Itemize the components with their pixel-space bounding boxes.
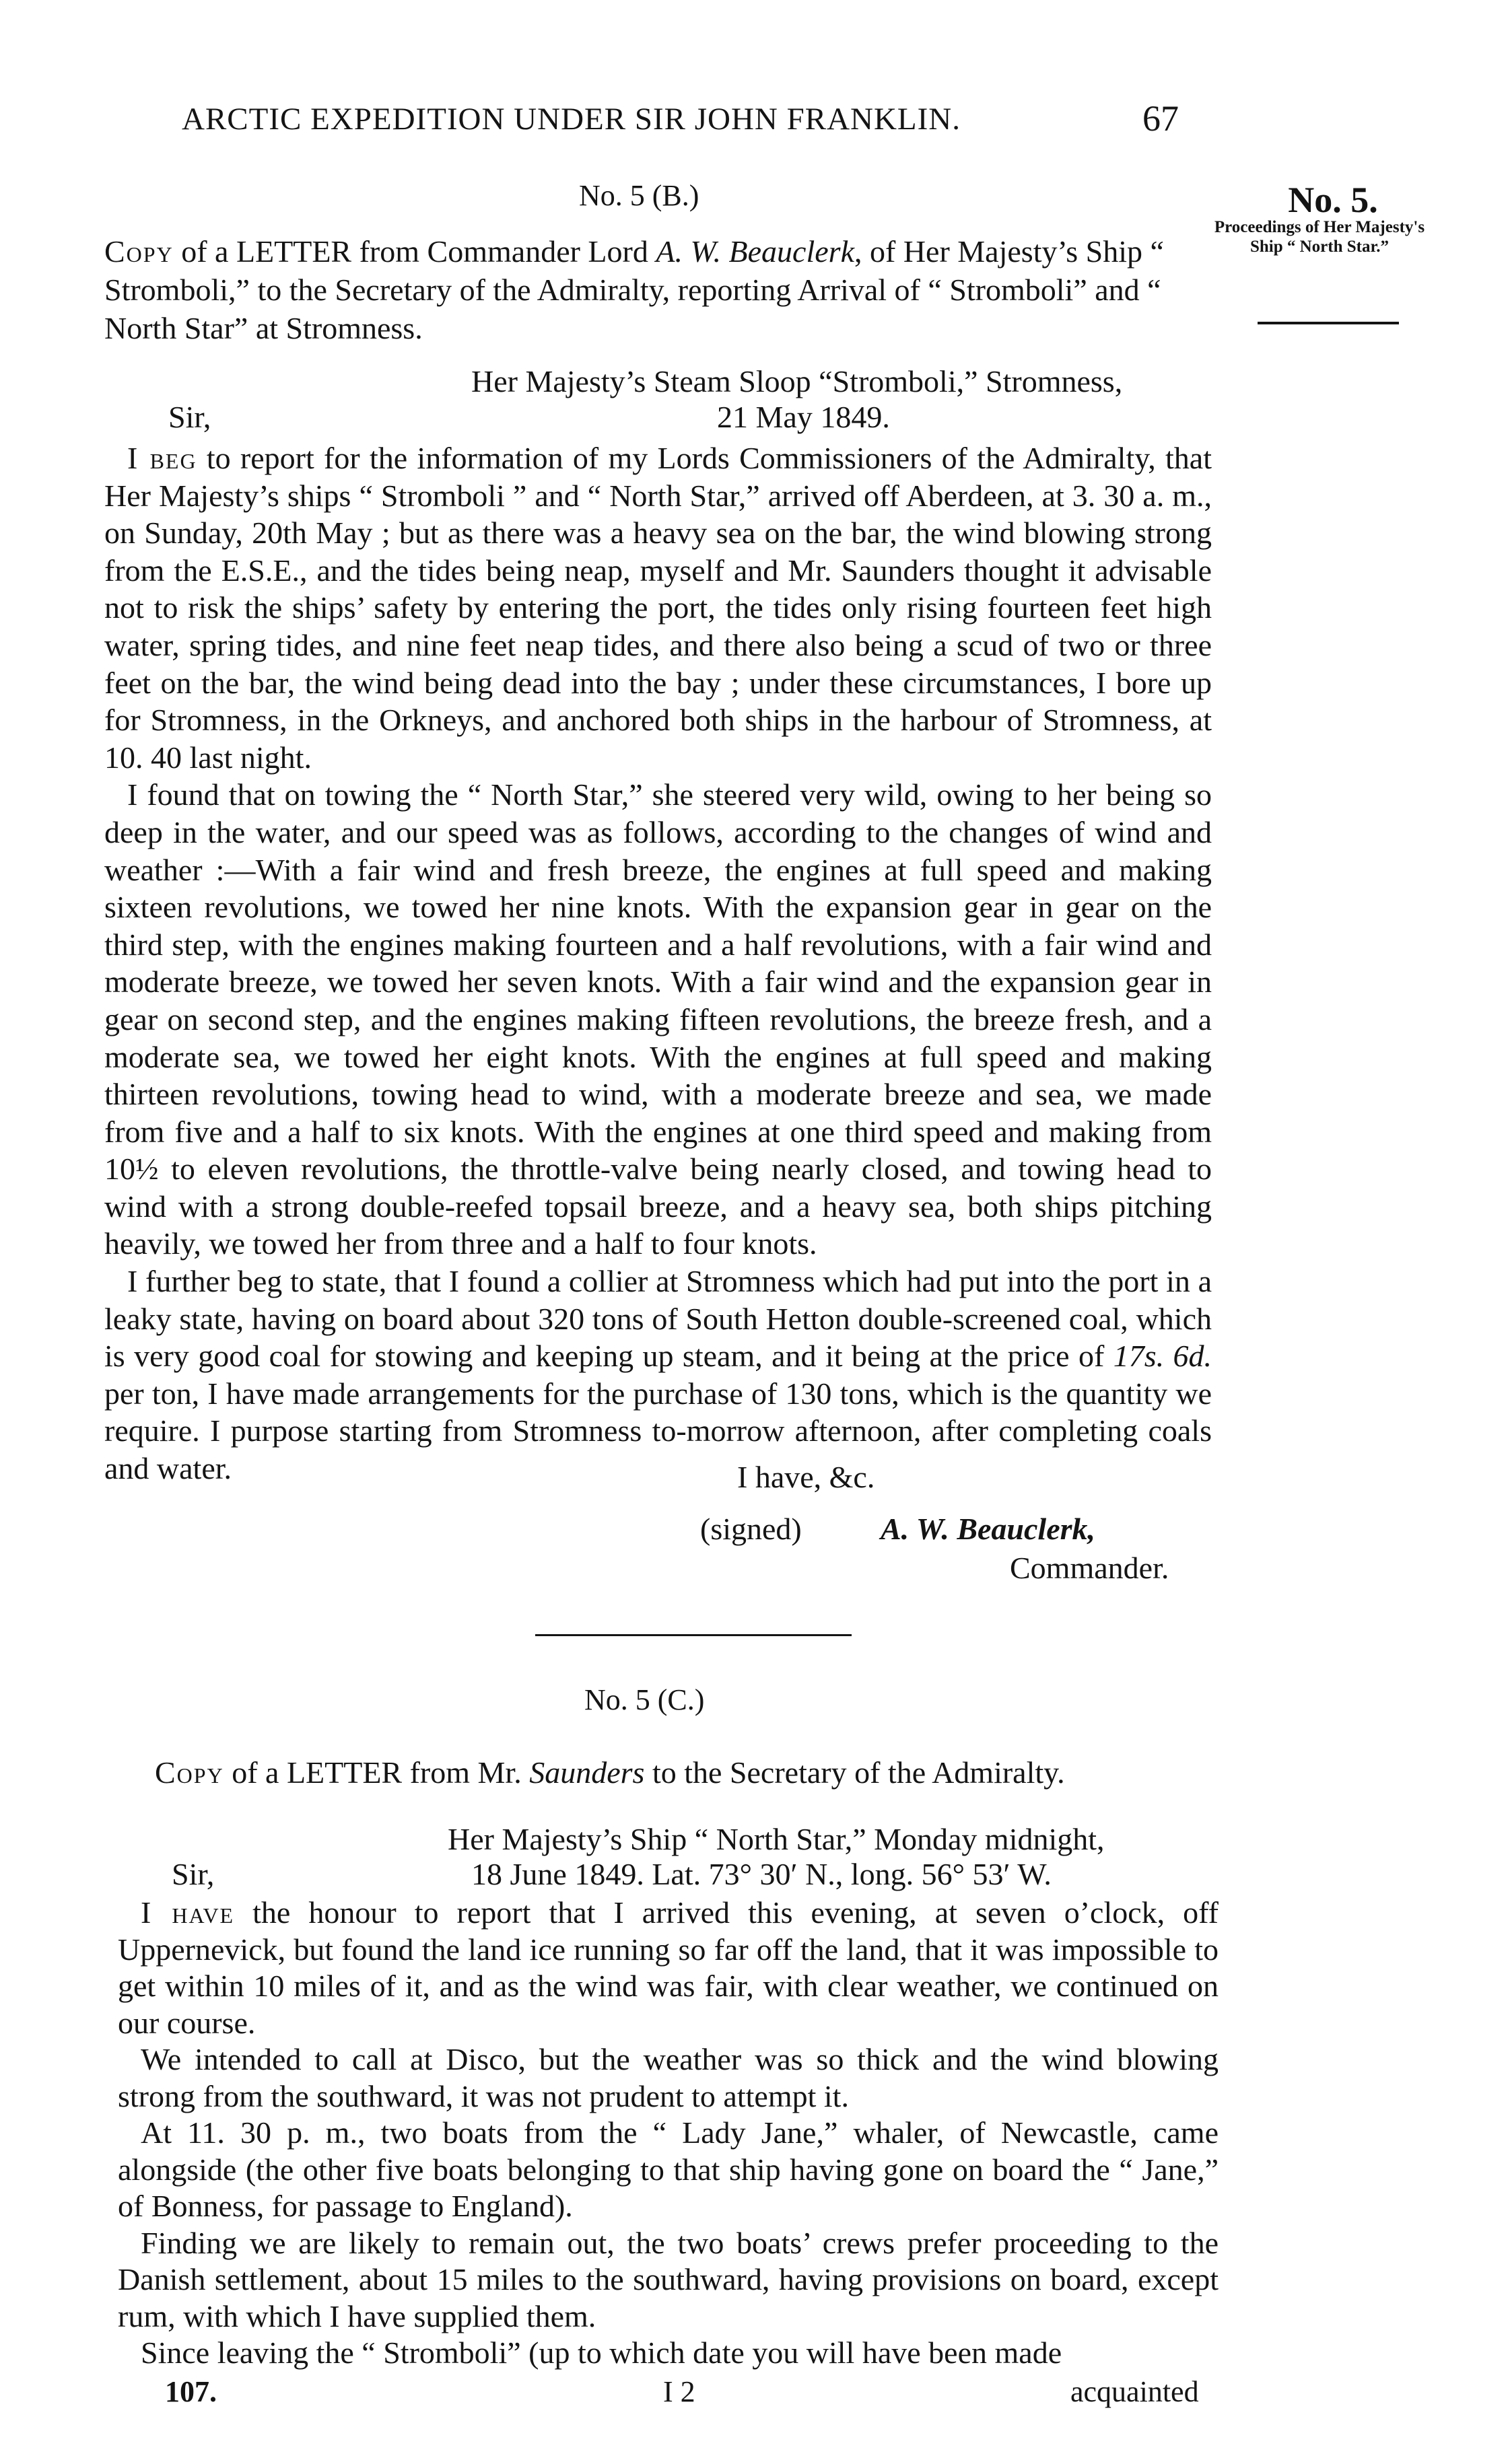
letter-c-title-copy: Copy xyxy=(155,1755,224,1790)
letter-b-para3-pre: I further beg to state, that I found a collier at Stromness which had put into the port in a leaky state, having on board about 320 tons of South Hetton double-screened coal, which is very good coal for stowing and keeping up steam, and it being at the price of xyxy=(104,1264,1212,1374)
letter-c-date: 18 June 1849. Lat. 73° 30′ N., long. 56° 53′ W. xyxy=(471,1857,1052,1891)
letter-c-paragraph xyxy=(118,1895,1219,2041)
letter-c-para1-text: the honour to report that I arrived this evening, at seven o’clock, off Uppernevick, but found the land ice running so far off the land, that it was impossible to get within 10 miles of it, and as the wind was fair, with clear weather, we continued on our course. xyxy=(118,1895,1219,2040)
footer-number: 107. xyxy=(165,2375,217,2408)
letter-b-body xyxy=(104,439,1212,1487)
letter-b-title xyxy=(104,232,1212,347)
letter-b-para1-lead: I beg xyxy=(127,441,197,475)
letter-b-para3-price: 17s. 6d. xyxy=(1113,1339,1212,1374)
letter-b-paragraph xyxy=(104,439,1212,776)
margin-rule xyxy=(1258,322,1399,324)
letter-b-para1-text: to report for the information of my Lords Commissioners of the Admiralty, that Her Majesty’s ships “ Stromboli ” and “ North Star,” arrived off Aberdeen, at 3. 30 a. m., on Sunday, 20th May ; but as there was a heavy sea on the bar, the wind blowing strong from the E.S.E., and the tides being neap, myself and Mr. Saunders thought it advisable not to risk the ships’ safety by entering the port, the tides only rising fourteen feet high water, spring tides, and nine feet neap tides, and there also being a scud of two or three feet on the bar, the wind being dead into the bay ; under these circumstances, I bore up for Stromness, in the Orkneys, and anchored both ships in the harbour of Stromness, at 10. 40 last night. xyxy=(104,441,1212,775)
page-number: 67 xyxy=(1142,98,1179,139)
letter-c-title-post: to the Secretary of the Admiralty. xyxy=(644,1755,1065,1790)
letter-b-closing: I have, &c. xyxy=(737,1460,875,1494)
letter-c-paragraph: We intended to call at Disco, but the weather was so thick and the wind blowing strong from the southward, it was not prudent to attempt it. xyxy=(118,2042,1219,2113)
letter-b-paragraph: I found that on towing the “ North Star,” she steered very wild, owing to her being so deep in the water, and our speed was as follows, according to the changes of wind and weather :—With a fair wind and fresh breeze, the engines at full speed and making sixteen revolutions, we towed her nine knots. With the expansion gear in gear on the third step, with the engines making fourteen and a half revolutions, with a fair wind and moderate breeze, we towed her seven knots. With a fair wind and the expansion gear in gear on second step, and the engines making fifteen revolutions, the breeze fresh, and a moderate sea, we towed her eight knots. With the engines at full speed and making thirteen revolutions, towing head to wind, with a moderate breeze and sea, we made from five and a half to six knots. With the engines at one third speed and making from 10½ to eleven revolutions, the throttle-valve being nearly closed, and towing head to wind with a strong double-reefed topsail breeze, and a heavy sea, both ships pitching heavily, we towed her from three and a half to four knots. xyxy=(104,777,1212,1261)
letter-c-paragraph: Since leaving the “ Stromboli” (up to which date you will have been made xyxy=(141,2335,1062,2370)
letter-b-title-post: , of Her Majesty’s Ship “ Stromboli,” to the Secretary of the Admiralty, reporting Arrival of “ Stromboli” and “ North Star” at Stromness. xyxy=(104,234,1164,346)
letter-b-signature: A. W. Beauclerk, xyxy=(881,1512,1096,1546)
letter-c-paragraph: At 11. 30 p. m., two boats from the “ Lady Jane,” whaler, of Newcastle, came alongside (the other five boats belonging to that ship having gone on board the “ Jane,” of Bonness, for passage to England). xyxy=(118,2115,1219,2223)
letter-b-title-pre: of a LETTER from Commander Lord xyxy=(173,234,656,269)
letter-c-title xyxy=(155,1753,1065,1792)
letter-b-signed: (signed) xyxy=(700,1512,802,1546)
letter-c-para1-lead: I have xyxy=(141,1895,235,1930)
letter-c-title-name: Saunders xyxy=(529,1755,645,1790)
letter-c-title-pre: of a LETTER from Mr. xyxy=(224,1755,530,1790)
letter-b-place: Her Majesty’s Steam Sloop “Stromboli,” Stromness, xyxy=(471,364,1123,398)
margin-note-number: No. 5. xyxy=(1288,180,1378,220)
letter-b-rank: Commander. xyxy=(1010,1551,1169,1585)
margin-note xyxy=(1212,182,1427,257)
letter-b-salutation: Sir, xyxy=(168,400,211,434)
footer-signature-mark: I 2 xyxy=(663,2375,695,2408)
letter-c-place: Her Majesty’s Ship “ North Star,” Monday midnight, xyxy=(448,1822,1105,1856)
letter-b-para3-post: per ton, I have made arrangements for the purchase of 130 tons, which is the quantity we require. I purpose starting from Stromness to-morrow afternoon, after completing coals and water. xyxy=(104,1376,1212,1486)
running-title: ARCTIC EXPEDITION UNDER SIR JOHN FRANKLIN. xyxy=(182,102,961,137)
letter-c-paragraph: Finding we are likely to remain out, the two boats’ crews prefer proceeding to the Danish settlement, about 15 miles to the southward, having provisions on board, except rum, with which I have supplied them. xyxy=(118,2225,1219,2333)
letter-b-date: 21 May 1849. xyxy=(717,400,890,434)
letter-c-salutation: Sir, xyxy=(172,1857,215,1891)
letter-c-number: No. 5 (C.) xyxy=(584,1683,705,1716)
letter-b-paragraph xyxy=(104,1263,1212,1487)
section-divider xyxy=(535,1634,852,1636)
letter-b-title-copy: Copy xyxy=(104,234,174,269)
letter-b-number: No. 5 (B.) xyxy=(579,179,699,212)
letter-c-body xyxy=(118,1895,1219,2372)
letter-b-title-name: A. W. Beauclerk xyxy=(656,234,854,269)
margin-note-text: Proceedings of Her Majesty's Ship “ North Star.” xyxy=(1214,218,1425,256)
footer-catchword: acquainted xyxy=(1070,2375,1199,2408)
